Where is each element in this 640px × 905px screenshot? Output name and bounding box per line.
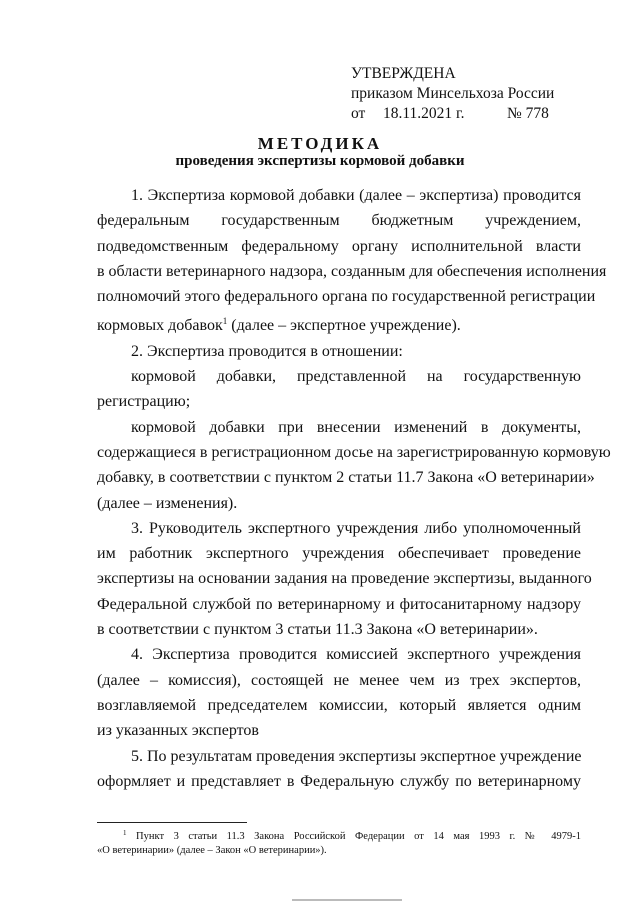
paragraph-line: 1. Экспертиза кормовой добавки (далее – экспертиза) проводится [131,187,581,204]
approval-stamp [351,64,601,124]
paragraph-line: возглавляемой председателем комиссии, который является одним [97,696,581,714]
scan-mark [292,899,402,901]
paragraph-text: (далее – экспертное учреждение). [227,317,461,335]
paragraph-text: кормовых добавок [97,317,223,335]
approval-ot: от [351,105,366,122]
footnote-separator [97,822,247,823]
footnote-line: «О ветеринарии» (далее – Закон «О ветеринарии»). [97,845,327,856]
approval-date: 18.11.2021 г. [383,105,465,122]
paragraph-line: в соответствии с пунктом 3 статьи 11.3 Закона «О ветеринарии». [97,621,538,639]
document-body [97,183,611,794]
paragraph-line: Федеральной службой по ветеринарному и фитосанитарному надзору [97,595,581,613]
paragraph-line: содержащиеся в регистрационном досье на зарегистрированную кормовую [97,443,611,461]
document-title: МЕТОДИКА [257,134,383,153]
paragraph-line: 3. Руководитель экспертного учреждения либо уполномоченный [131,519,581,537]
document-subtitle: проведения экспертизы кормовой добавки [175,153,465,169]
approval-order-line: приказом Минсельхоза России [351,85,555,102]
paragraph-1 [97,183,607,339]
approval-number: № 778 [507,105,549,122]
paragraph-2 [97,339,581,364]
paragraph-line: (далее – изменения). [97,494,238,512]
paragraph-line: 5. По результатам проведения экспертизы экспертное учреждение [131,747,582,765]
paragraph-line: регистрацию; [97,393,191,411]
paragraph-line: полномочий этого федерального органа по государственной регистрации [97,288,596,306]
paragraph-line: 4. Экспертиза проводится комиссией экспертного учреждения [131,646,581,664]
paragraph-line: федеральным государственным бюджетным учреждением, [97,212,581,230]
paragraph-line: в области ветеринарного надзора, созданным для обеспечения исполнения [97,262,607,280]
paragraph-line: (далее – комиссия), состоящей не менее чем из трех экспертов, [97,671,581,689]
paragraph-5 [97,744,581,795]
paragraph-line: кормовой добавки, представленной на государственную [131,368,581,386]
paragraph-line: оформляет и представляет в Федеральную службу по ветеринарному [97,772,581,790]
paragraph-line: экспертизы на основании задания на проведение экспертизы, выданного [97,570,592,588]
paragraph-2b [97,415,611,516]
approval-date-number [351,104,601,124]
footnote-line [97,826,581,844]
paragraph-line: из указанных экспертов [97,722,259,740]
paragraph-line [97,309,581,338]
paragraph-3 [97,516,592,642]
paragraph-2a [97,364,581,415]
paragraph-line: им работник экспертного учреждения обеспечивает проведение [97,545,581,563]
footnote [97,826,581,858]
footnote-mark: 1 [123,829,127,837]
paragraph-line: кормовой добавки при внесении изменений в документы, [131,418,581,436]
paragraph-line: добавку, в соответствии с пунктом 2 статьи 11.7 Закона «О ветеринарии» [97,469,595,487]
paragraph-line: подведомственным федеральному органу исполнительной власти [97,237,581,255]
paragraph-line: 2. Экспертиза проводится в отношении: [131,342,403,360]
footnote-text: Пункт 3 статьи 11.3 Закона Российской Федерации от 14 мая 1993 г. № 4979-1 [136,831,582,842]
approval-title: УТВЕРЖДЕНА [351,65,456,82]
paragraph-4 [97,642,581,743]
footnote-reference[interactable]: 1 [222,316,228,327]
